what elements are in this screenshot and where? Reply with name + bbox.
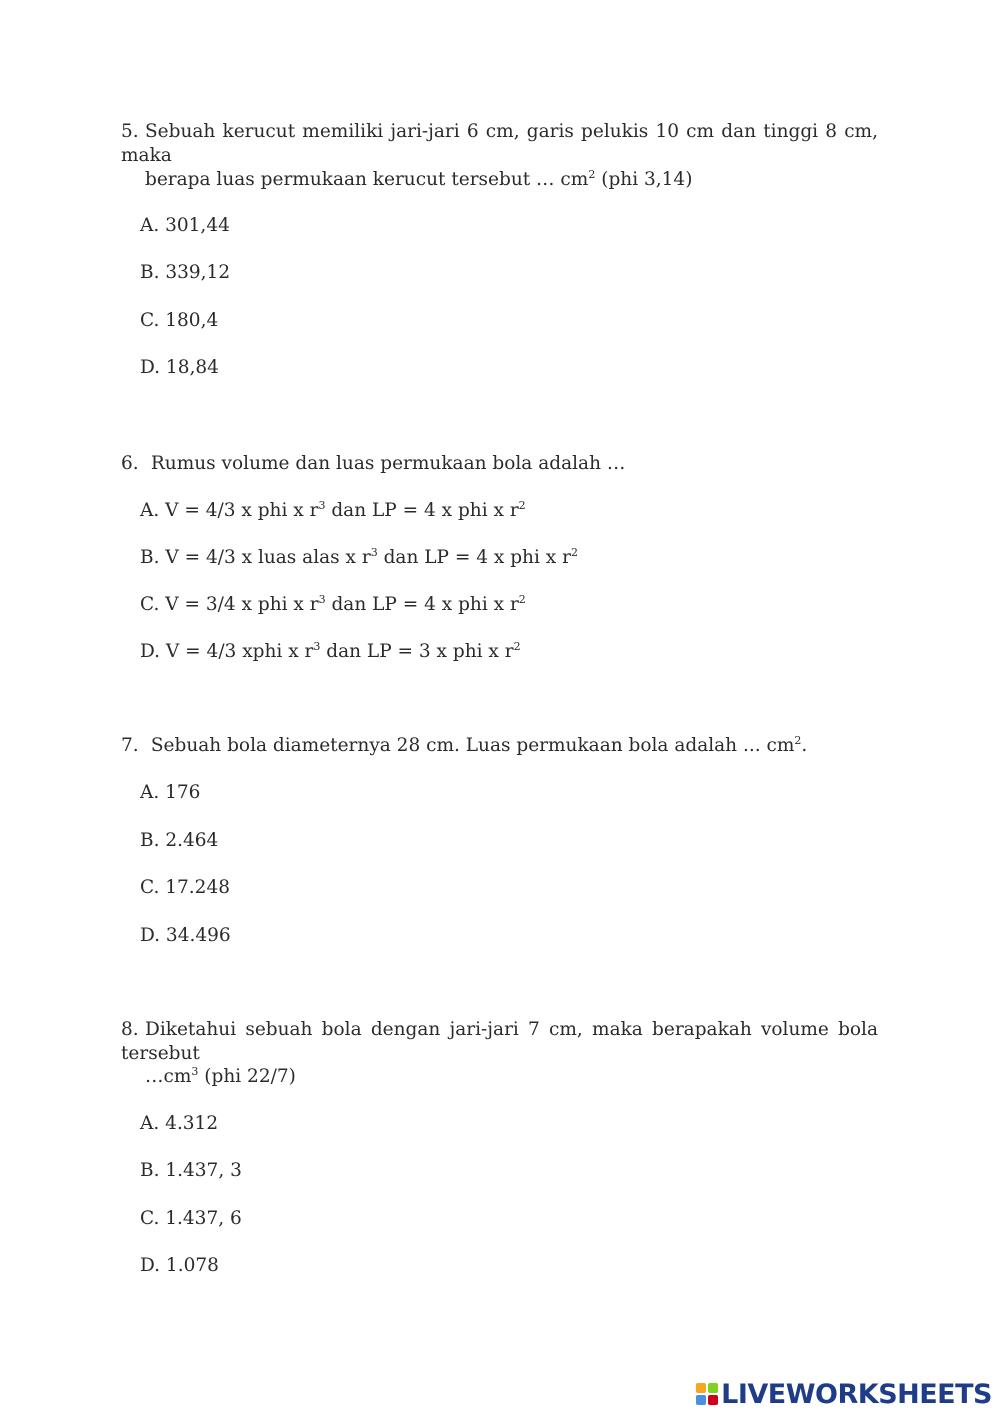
question-7-option-a[interactable]: A. 176 (140, 782, 201, 803)
question-5-line-2: berapa luas permukaan kerucut tersebut … $cm^2$ (phi 3,14) (145, 168, 693, 190)
liveworksheets-logo (696, 1379, 992, 1409)
logo-text: LIVEWORKSHEETS (721, 1378, 992, 1410)
logo-mark-tile (708, 1383, 718, 1393)
question-8-option-d[interactable]: D. 1.078 (140, 1255, 219, 1276)
question-7-option-d[interactable]: D. 34.496 (140, 925, 231, 946)
question-7-number: 7. (121, 735, 139, 756)
question-5-number: 5. (121, 121, 139, 142)
logo-mark-tile (696, 1383, 706, 1393)
liveworksheets-mark-icon (696, 1383, 718, 1405)
question-7-option-c[interactable]: C. 17.248 (140, 877, 230, 898)
question-5-text: Sebuah kerucut memiliki jari-jari 6 cm, garis pelukis 10 cm dan tinggi 8 cm, maka (121, 121, 878, 166)
question-8-option-b[interactable]: B. 1.437, 3 (140, 1160, 242, 1181)
question-8-text: Diketahui sebuah bola dengan jari-jari 7 cm, maka berapakah volume bola tersebut (121, 1019, 878, 1064)
question-8-line-1 (121, 1018, 878, 1066)
logo-mark-tile (708, 1395, 718, 1405)
question-5-option-c[interactable]: C. 180,4 (140, 310, 219, 331)
question-6-option-c[interactable]: C. V = 3/4 x phi x $r^3$ dan LP = 4 x phi x $r^2$ (140, 593, 526, 615)
question-6-line-1 (121, 452, 878, 476)
question-7-option-b[interactable]: B. 2.464 (140, 830, 219, 851)
question-6-option-a[interactable]: A. V = 4/3 x phi x $r^3$ dan LP = 4 x phi x $r^2$ (140, 499, 526, 521)
question-5-line-1 (121, 120, 878, 168)
question-5-option-b[interactable]: B. 339,12 (140, 262, 231, 283)
question-8-option-a[interactable]: A. 4.312 (140, 1113, 219, 1134)
logo-mark-tile (696, 1395, 706, 1405)
question-8-option-c[interactable]: C. 1.437, 6 (140, 1208, 242, 1229)
question-6-option-d[interactable]: D. V = 4/3 xphi x $r^3$ dan LP = 3 x phi x $r^2$ (140, 640, 521, 662)
question-8-line-2: $\dots cm^3$ (phi 22/7) (145, 1065, 296, 1087)
question-6-option-b[interactable]: B. V = 4/3 x luas alas x $r^3$ dan LP = 4 x phi x $r^2$ (140, 546, 578, 568)
question-6-text: Rumus volume dan luas permukaan bola adalah … (145, 453, 626, 474)
question-5-option-d[interactable]: D. 18,84 (140, 357, 219, 378)
question-8-number: 8. (121, 1019, 139, 1040)
question-7-line-1: 7. Sebuah bola diameternya 28 cm. Luas permukaan bola adalah ... $cm^2$. (121, 734, 808, 756)
question-6-number: 6. (121, 453, 139, 474)
question-5-option-a[interactable]: A. 301,44 (140, 215, 230, 236)
